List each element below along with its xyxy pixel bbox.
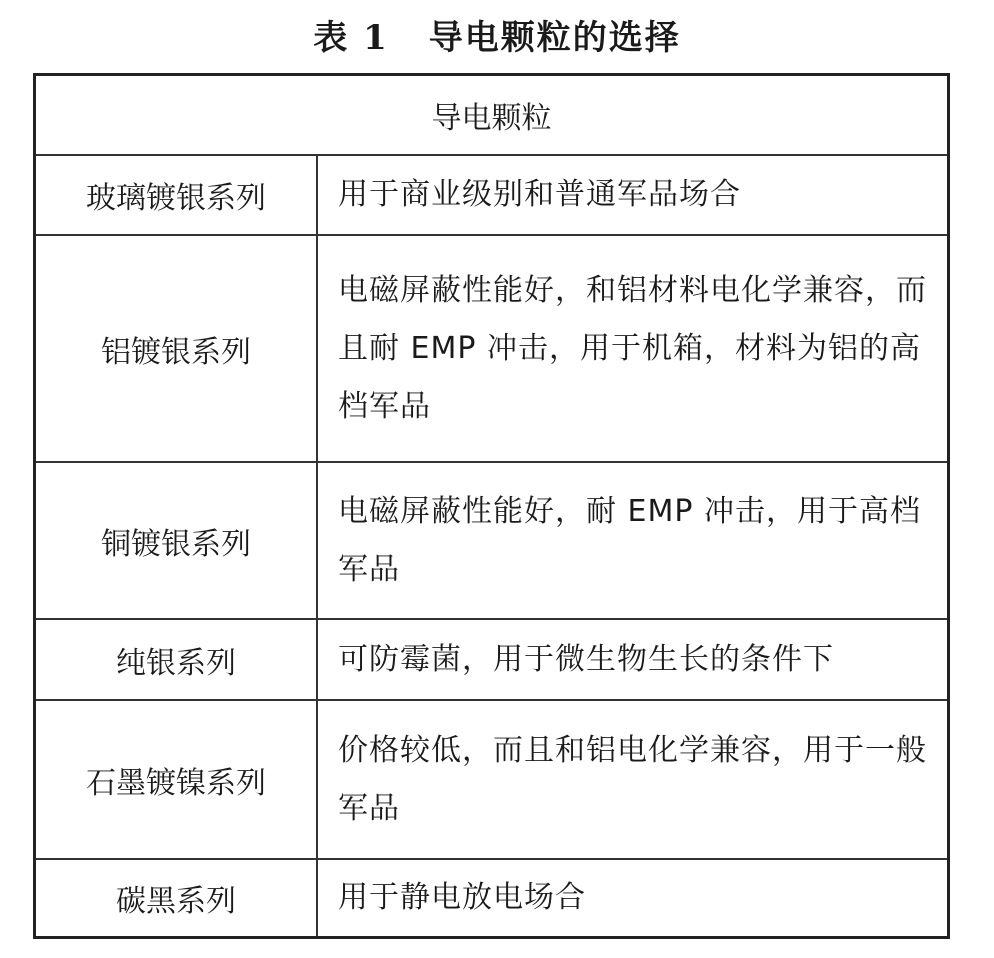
table-row [35, 859, 949, 937]
table-caption [0, 10, 994, 59]
table-number: 表 1 [313, 18, 389, 58]
particle-type: 铝镀银系列 [35, 235, 318, 462]
particle-type: 纯银系列 [35, 619, 318, 700]
particle-type: 碳黑系列 [35, 859, 318, 937]
particle-use: 用于静电放电场合 [317, 859, 949, 937]
table-row [35, 155, 949, 235]
particle-type: 石墨镀镍系列 [35, 700, 318, 859]
table-header: 导电颗粒 [35, 75, 949, 156]
table-row [35, 700, 949, 859]
conductive-particles-table [33, 73, 950, 939]
table-row [35, 235, 949, 462]
particle-type: 铜镀银系列 [35, 462, 318, 619]
particle-use: 价格较低，而且和铝电化学兼容，用于一般军品 [317, 700, 949, 859]
particle-use: 电磁屏蔽性能好，和铝材料电化学兼容，而且耐 EMP 冲击，用于机箱，材料为铝的高档军品 [317, 235, 949, 462]
table-title: 导电颗粒的选择 [428, 18, 681, 58]
table-row [35, 462, 949, 619]
table-row [35, 619, 949, 700]
particle-use: 用于商业级别和普通军品场合 [317, 155, 949, 235]
particle-use: 可防霉菌，用于微生物生长的条件下 [317, 619, 949, 700]
particle-type: 玻璃镀银系列 [35, 155, 318, 235]
particle-use: 电磁屏蔽性能好，耐 EMP 冲击，用于高档军品 [317, 462, 949, 619]
